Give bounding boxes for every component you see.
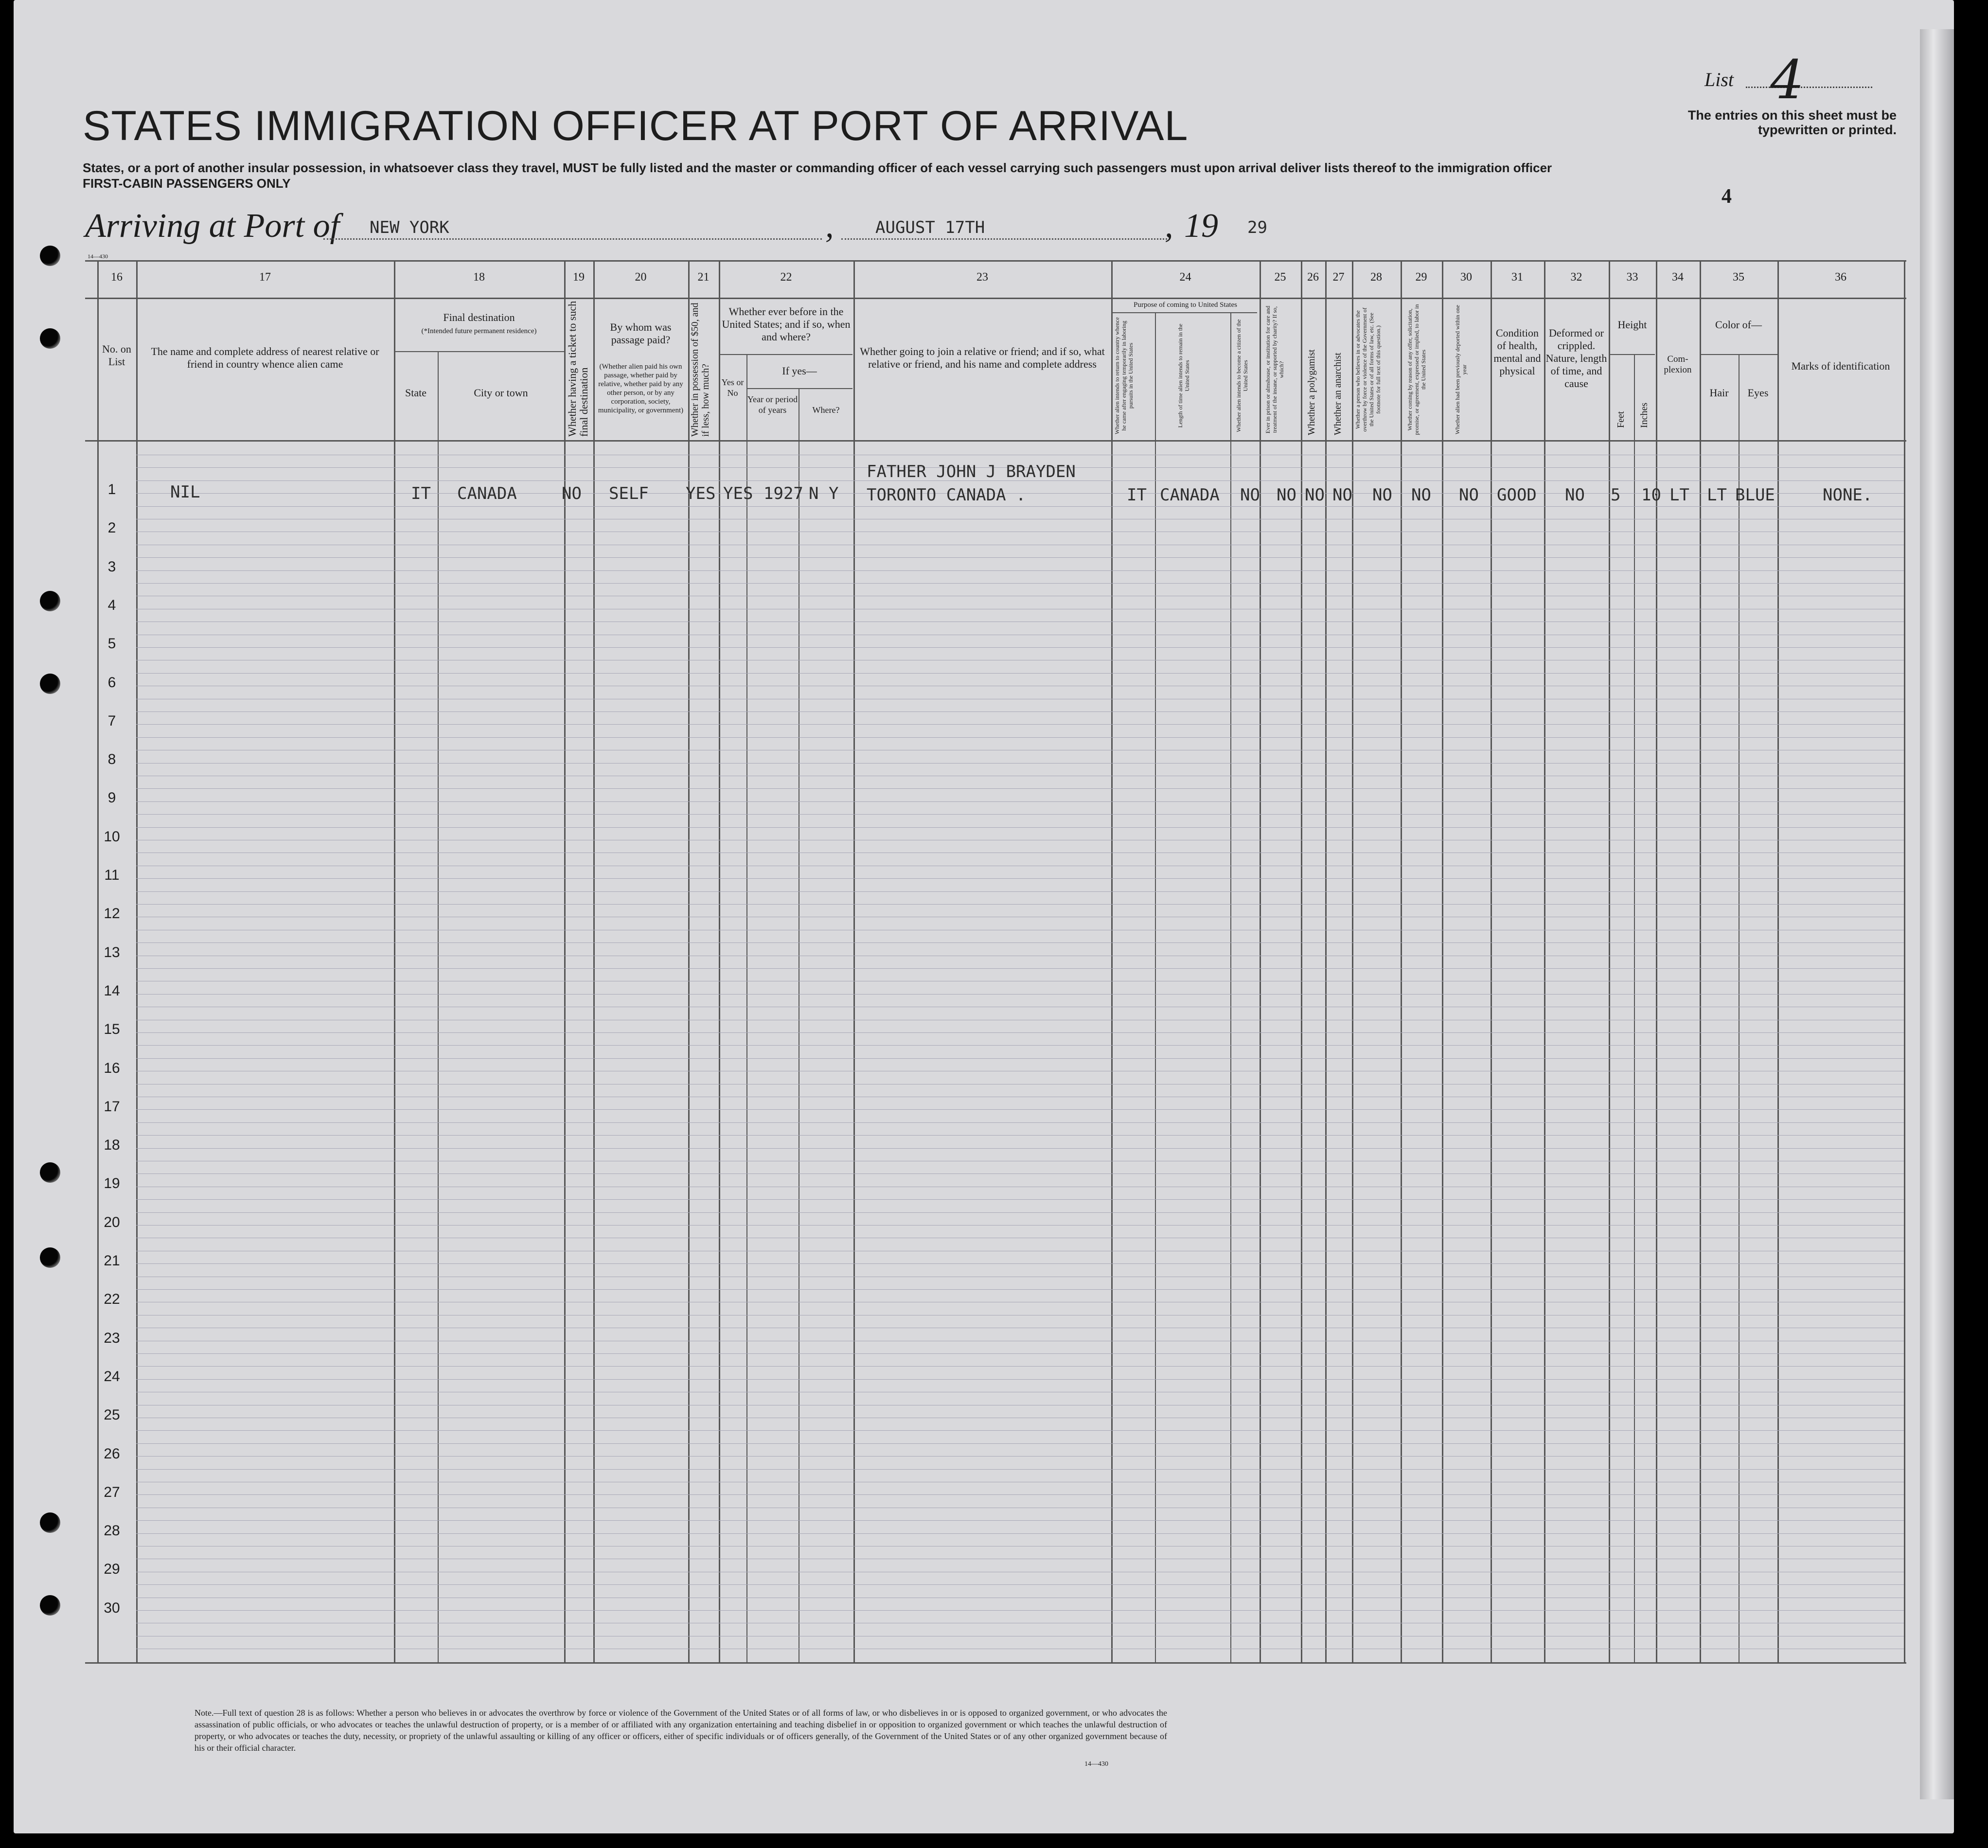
entry-before: YES: [723, 484, 753, 503]
header-where: Where?: [812, 405, 840, 415]
colnum-34: 34: [1672, 271, 1684, 284]
entry-prison: NO: [1277, 485, 1296, 505]
ruling-line: [136, 583, 1904, 584]
header-eyes: Eyes: [1747, 387, 1769, 399]
row-number: 19: [104, 1175, 120, 1192]
header-ever-before: Whether ever before in the United States; and if so, when and where?: [722, 305, 851, 343]
colnum-18: 18: [473, 271, 485, 284]
row-number: 26: [104, 1445, 120, 1462]
row-number: 18: [104, 1137, 120, 1154]
col-border: [1352, 260, 1353, 1662]
header-citizen-intent: Whether alien intends to become a citizen of the United States: [1235, 319, 1249, 432]
ruling-line: [136, 994, 1904, 995]
col-border: [1155, 312, 1156, 1662]
row-number: 4: [107, 597, 116, 613]
entry-return: IT: [1127, 485, 1147, 505]
col-border: [1260, 260, 1261, 1662]
ruling-line: [136, 724, 1904, 725]
colnum-30: 30: [1460, 271, 1472, 284]
row-number: 14: [104, 982, 120, 999]
list-number: 4: [1770, 49, 1804, 111]
colnum-32: 32: [1570, 271, 1582, 284]
ruling-line: [136, 1263, 1904, 1264]
header-deported: Whether alien had been previously deported within one year: [1454, 304, 1468, 435]
c24-divider: [1111, 312, 1257, 313]
ruling-line: [136, 878, 1904, 879]
form-code: 14—430: [1084, 1760, 1108, 1768]
colnum-36: 36: [1835, 271, 1846, 284]
entry-join-line1: FATHER JOHN J BRAYDEN: [867, 462, 1076, 481]
col-border: [1230, 312, 1231, 1662]
header-color-of: Color of—: [1715, 319, 1762, 331]
ruling-line: [136, 801, 1904, 802]
header-bottom-border: [85, 440, 1906, 442]
row-number: 5: [107, 636, 116, 652]
arriving-label: Arriving at Port of: [85, 207, 340, 245]
ruling-line: [136, 1122, 1904, 1123]
passenger-class: FIRST-CABIN PASSENGERS ONLY: [83, 176, 291, 191]
date-value: AUGUST 17TH: [875, 218, 985, 237]
form-title: STATES IMMIGRATION OFFICER AT PORT OF ARRIVAL: [83, 103, 1189, 149]
entry-inches: 10: [1641, 485, 1661, 505]
colnum-26: 26: [1307, 271, 1319, 284]
header-prison: Ever in prison or almshouse, or institution for care and treatment of the insane, or supported by charity? If so, which?: [1264, 305, 1285, 434]
header-inches: Inches: [1639, 402, 1650, 428]
footnote-question-28: Note.—Full text of question 28 is as follows: Whether a person who believes in or advocates the overthrow by force or violence of the Government of the United States or of all forms of law, or who disbelieves in or is opposed to organized government, or who advocates the assassination of public officials, or who advocates or teaches the unlawful destruction of property, or is a member of or affiliated with any organization entertaining and teaching disbelief in or opposition to organized government or which teaches the unlawful destruction of property, or who advocates or teaches the duty, necessity, or propriety of the unlawful assaulting or killing of any officer or officers, either of specific individuals or of officers generally, of the Government of the United States or of any other organized government because of his or their official character.: [195, 1708, 1167, 1753]
header-year: Year or period of years: [747, 394, 798, 415]
row-number: 10: [104, 828, 120, 845]
ruling-line: [136, 1443, 1904, 1444]
entry-year: 1927: [763, 484, 803, 503]
typewritten-note: The entries on this sheet must be typewritten or printed.: [1687, 108, 1897, 137]
entry-feet: 5: [1611, 485, 1621, 505]
colnum-16: 16: [111, 271, 123, 284]
header-no-on-list: No. on List: [102, 343, 131, 368]
column-number-row-border: [85, 298, 1906, 299]
header-height: Height: [1617, 319, 1647, 331]
entry-deformed: NO: [1565, 485, 1585, 505]
row-number: 27: [104, 1484, 120, 1500]
ruling-line: [136, 763, 1904, 764]
row-number: 15: [104, 1021, 120, 1038]
ruling-line: [136, 1520, 1904, 1521]
ruling-line: [136, 1032, 1904, 1033]
ruling-line: [136, 1225, 1904, 1226]
colnum-23: 23: [976, 271, 988, 284]
row-number: 29: [104, 1561, 120, 1578]
header-hair: Hair: [1709, 387, 1729, 399]
colnum-22: 22: [780, 271, 792, 284]
row-number: 21: [104, 1253, 120, 1269]
entry-health: GOOD: [1497, 485, 1537, 505]
header-purpose: Purpose of coming to United States: [1134, 301, 1237, 309]
col-border: [1544, 260, 1545, 1662]
entry-city: CANADA: [457, 484, 517, 503]
col-border: [1634, 354, 1635, 1662]
entry-q28: NO: [1372, 485, 1392, 505]
header-feet: Feet: [1615, 411, 1626, 428]
year-value: 29: [1247, 218, 1267, 237]
ruling-line: [136, 1353, 1904, 1354]
ruling-line: [136, 827, 1904, 828]
colnum-33: 33: [1626, 271, 1638, 284]
ruling-line: [136, 1469, 1904, 1470]
port-value: NEW YORK: [370, 218, 449, 237]
comma: ,: [825, 207, 834, 245]
row-number: 2: [107, 520, 116, 536]
col-border: [746, 354, 747, 1662]
colnum-20: 20: [635, 271, 647, 284]
row-number: 16: [104, 1060, 120, 1076]
ruling-line: [136, 711, 1904, 712]
year-prefix: 19: [1184, 207, 1218, 245]
entry-complexion: LT: [1669, 485, 1689, 505]
header-return-intent: Whether alien intends to return to country whence he came after engaging temporarily in laboring pursuits in the United States: [1114, 317, 1134, 434]
ruling-line: [136, 1148, 1904, 1149]
col-border: [1739, 354, 1740, 1662]
col-border: [1491, 260, 1492, 1662]
ruling-line: [136, 1366, 1904, 1367]
ruling-line: [136, 788, 1904, 789]
col-border: [1777, 260, 1779, 1662]
ruling-line: [136, 1533, 1904, 1534]
row-number: 25: [104, 1407, 120, 1423]
ruling-line: [136, 1610, 1904, 1611]
row-number: 20: [104, 1214, 120, 1230]
header-join-relative: Whether going to join a relative or friend; and if so, what relative or friend, and his name and complete address: [860, 345, 1105, 370]
ruling-line: [136, 737, 1904, 738]
header-deformed: Deformed or crippled. Nature, length of time, and cause: [1545, 327, 1607, 390]
header-length-of-stay: Length of time alien intends to remain in the United States: [1177, 323, 1190, 428]
colnum-31: 31: [1511, 271, 1523, 284]
header-yes-no: Yes or No: [721, 377, 744, 398]
header-polygamist: Whether a polygamist: [1306, 349, 1317, 435]
ruling-line: [136, 1212, 1904, 1213]
entry-deported: NO: [1459, 485, 1479, 505]
entry-state: IT: [411, 484, 431, 503]
entry-ticket: NO: [562, 484, 582, 503]
row-number: 8: [107, 751, 116, 768]
row-number: 23: [104, 1330, 120, 1346]
col-border: [1656, 260, 1657, 1662]
colnum-24: 24: [1179, 271, 1191, 284]
col-border: [1609, 260, 1610, 1662]
header-health: Condition of health, mental and physical: [1493, 327, 1541, 377]
col-border: [1401, 260, 1402, 1662]
sheet-mark: 4: [1722, 185, 1732, 208]
entry-marks: NONE.: [1823, 485, 1873, 505]
table-top-border: [85, 260, 1906, 262]
ruling-line: [136, 1379, 1904, 1380]
colnum-29: 29: [1415, 271, 1427, 284]
entry-passage: SELF: [609, 484, 649, 503]
ruling-line: [136, 1173, 1904, 1174]
ruling-line: [136, 1584, 1904, 1585]
ruling-line: [136, 1289, 1904, 1290]
header-final-destination: Final destination: [443, 311, 515, 323]
col-border: [1700, 260, 1701, 1662]
row-number: 22: [104, 1291, 120, 1308]
ruling-line: [136, 1199, 1904, 1200]
col-border: [1301, 260, 1302, 1662]
header-state: State: [405, 387, 426, 399]
header-complexion: Com- plexion: [1664, 354, 1692, 375]
colnum-28: 28: [1370, 271, 1382, 284]
row-number: 3: [107, 558, 116, 575]
header-anarchist: Whether an anarchist: [1332, 353, 1343, 435]
ruling-line: [136, 968, 1904, 969]
form-instructions: States, or a port of another insular possession, in whatsoever class they travel, MUST be fully listed and the master or commanding officer of each vessel carrying such passengers must upon arrival deliver lists thereof to the immigration officer: [83, 160, 1552, 175]
row-number: 13: [104, 944, 120, 960]
row-number: 30: [104, 1599, 120, 1616]
col-border: [136, 260, 138, 1662]
c22-divider: [719, 354, 852, 355]
corner-form-code: 14—430: [88, 253, 108, 260]
header-city: City or town: [474, 387, 528, 399]
row-number: 7: [107, 712, 116, 729]
colnum-25: 25: [1274, 271, 1286, 284]
col-border: [1904, 260, 1905, 1662]
entry-relative: NIL: [170, 482, 200, 502]
row-number: 9: [107, 790, 116, 806]
entry-labor: NO: [1411, 485, 1431, 505]
ruling-line: [136, 506, 1904, 507]
row-number: 11: [104, 867, 120, 883]
ruling-line: [136, 647, 1904, 648]
header-final-destination-note: (*Intended future permanent residence): [421, 327, 537, 335]
col-border: [1442, 260, 1443, 1662]
entry-join-line2: TORONTO CANADA .: [867, 485, 1026, 505]
entry-hair: LT: [1707, 485, 1727, 505]
row-number: 17: [104, 1098, 120, 1115]
ruling-line: [136, 570, 1904, 571]
col-border: [394, 260, 395, 1662]
ruling-line: [136, 1058, 1904, 1059]
ruling-line: [136, 1135, 1904, 1136]
colnum-17: 17: [259, 271, 271, 284]
table-bottom-border: [85, 1662, 1906, 1664]
header-passage-paid: By whom was passage paid?: [610, 321, 672, 346]
colnum-21: 21: [697, 271, 710, 284]
header-nearest-relative: The name and complete address of nearest relative or friend in country whence alien came: [151, 345, 379, 370]
col-border: [1325, 260, 1327, 1662]
header-fifty-dollars: Whether in possession of $50, and if less, how much?: [690, 302, 711, 437]
col-border: [688, 260, 690, 1662]
col-border: [564, 260, 566, 1662]
header-if-yes: If yes—: [782, 365, 817, 377]
ruling-line: [136, 673, 1904, 674]
c33-divider: [1609, 354, 1655, 355]
row-number: 28: [104, 1523, 120, 1539]
ruling-line: [136, 814, 1904, 815]
row-number: 12: [104, 906, 120, 922]
comma: ,: [1165, 207, 1173, 245]
ruling-line: [136, 1456, 1904, 1457]
header-marks: Marks of identification: [1791, 360, 1890, 372]
c22-sub-divider: [746, 388, 852, 389]
entry-citizen: NO: [1240, 485, 1260, 505]
entry-polygamist: NO: [1305, 485, 1325, 505]
header-passage-note: (Whether alien paid his own passage, whether paid by relative, whether paid by any other person, or by any corporation, society, municipality, or government): [598, 363, 684, 414]
entry-length: CANADA: [1160, 485, 1220, 505]
header-question-28: Whether a person who believes in or advocates the overthrow by force or violence of the Government of the United States or of all forms of law, etc. (See footnote for full text of this question.): [1354, 307, 1382, 432]
col-border: [719, 260, 720, 1662]
col-border: [853, 260, 855, 1662]
header-ticket: Whether having a ticket to such final destination: [566, 301, 590, 437]
colnum-35: 35: [1733, 271, 1744, 284]
row-number: 24: [104, 1368, 120, 1385]
entry-where: N Y: [809, 484, 839, 503]
col-border: [593, 260, 595, 1662]
colnum-27: 27: [1332, 271, 1345, 284]
ruling-line: [136, 942, 1904, 943]
ruling-line: [136, 891, 1904, 892]
entry-eyes: BLUE: [1735, 485, 1775, 505]
col-border: [1111, 260, 1113, 1662]
entry-anarchist: NO: [1332, 485, 1352, 505]
entry-fifty: YES: [686, 484, 716, 503]
row-number: 1: [107, 481, 116, 498]
ruling-line: [136, 1430, 1904, 1431]
ruling-line: [136, 1045, 1904, 1046]
row-number: 6: [107, 674, 116, 691]
c18-divider: [394, 351, 564, 352]
ruling-line: [136, 904, 1904, 905]
header-labor-offer: Whether coming by reason of any offer, solicitation, promise, or agreement, expressed or implied, to labor in the United States: [1406, 304, 1427, 435]
ruling-line: [136, 557, 1904, 558]
ruling-line: [136, 1109, 1904, 1110]
ruling-line: [136, 1494, 1904, 1495]
list-label: List: [1704, 69, 1734, 90]
colnum-19: 19: [573, 271, 585, 284]
